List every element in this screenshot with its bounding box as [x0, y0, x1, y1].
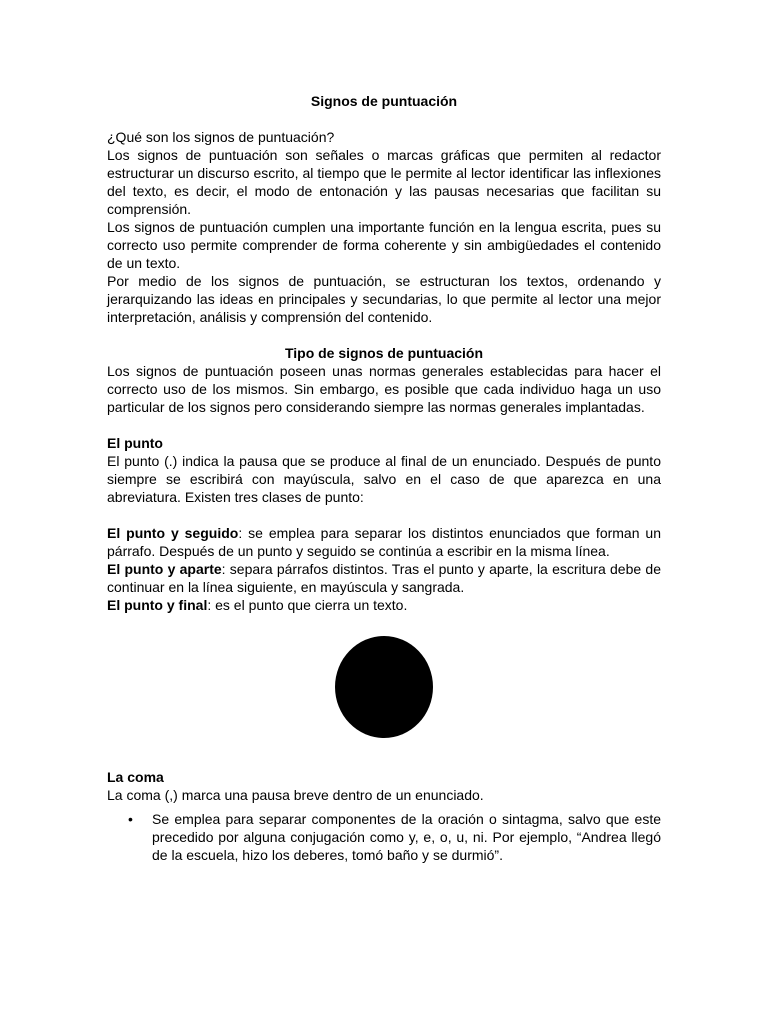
spacer — [107, 416, 661, 434]
intro-paragraph-1: Los signos de puntuación son señales o marcas gráficas que permiten al redactor estructurar un discurso escrito, al tiempo que le permite al lector identificar las inflexiones del texto, es decir, el modo de entonación y las pausas necesarias que facilitan su comprensión. — [107, 147, 661, 217]
spacer — [107, 326, 661, 344]
types-paragraph: Los signos de puntuación poseen unas normas generales establecidas para hacer el correcto uso de los mismos. Sin embargo, es posible que cada individuo haga un uso particular de los signos pero considerando siempre las normas generales implantadas. — [107, 363, 661, 415]
document-title: Signos de puntuación — [310, 93, 458, 109]
spacer — [107, 506, 661, 524]
spacer — [107, 110, 661, 128]
punto-kind-term: El punto y aparte — [107, 561, 222, 577]
question-line: ¿Qué son los signos de puntuación? — [107, 129, 335, 145]
intro-paragraph-2: Los signos de puntuación cumplen una importante función en la lengua escrita, pues su correcto uso permite comprender de forma coherente y sin ambigüedades el contenido de un texto. — [107, 219, 661, 271]
list-item-text: Se emplea para separar componentes de la oración o sintagma, salvo que este precedido por alguna conjugación como y, e, o, u, ni. Por ejemplo, “Andrea llegó de la escuela, hizo los deberes, tomó baño y se durmió”. — [152, 811, 661, 863]
punto-kind-term: El punto y final — [107, 597, 208, 613]
document-page — [107, 92, 661, 864]
bullet-icon: • — [128, 811, 133, 827]
punto-kind-text: : separa párrafos distintos. Tras el punto y aparte, la escritura debe de continuar en la línea siguiente, en mayúscula y sangrada. — [107, 561, 661, 595]
punto-kind-final — [107, 596, 661, 614]
coma-paragraph: La coma (,) marca una pausa breve dentro de un enunciado. — [107, 787, 484, 803]
dot-illustration — [107, 636, 661, 738]
punto-paragraph: El punto (.) indica la pausa que se produce al final de un enunciado. Después de punto siempre se escribirá con mayúscula, salvo en el caso de que aparezca en una abreviatura. Existen tres clases de punto: — [107, 453, 661, 505]
punto-kind-aparte — [107, 560, 661, 596]
punto-kind-text: : es el punto que cierra un texto. — [207, 597, 408, 613]
punto-kind-term: El punto y seguido — [107, 525, 239, 541]
punto-kind-seguido — [107, 524, 661, 560]
intro-paragraph-3: Por medio de los signos de puntuación, se estructuran los textos, ordenando y jerarquizando las ideas en principales y secundarias, lo que permite al lector una mejor interpretación, análisis y comprensión del contenido. — [107, 273, 661, 325]
types-title: Tipo de signos de puntuación — [284, 345, 484, 361]
black-dot-image — [335, 636, 433, 738]
coma-heading: La coma — [107, 769, 164, 785]
punto-heading: El punto — [107, 435, 163, 451]
coma-bullet-list — [107, 810, 661, 864]
list-item — [107, 810, 661, 864]
punto-kind-text: : se emplea para separar los distintos enunciados que forman un párrafo. Después de un punto y seguido se continúa a escribir en la misma línea. — [107, 525, 661, 559]
